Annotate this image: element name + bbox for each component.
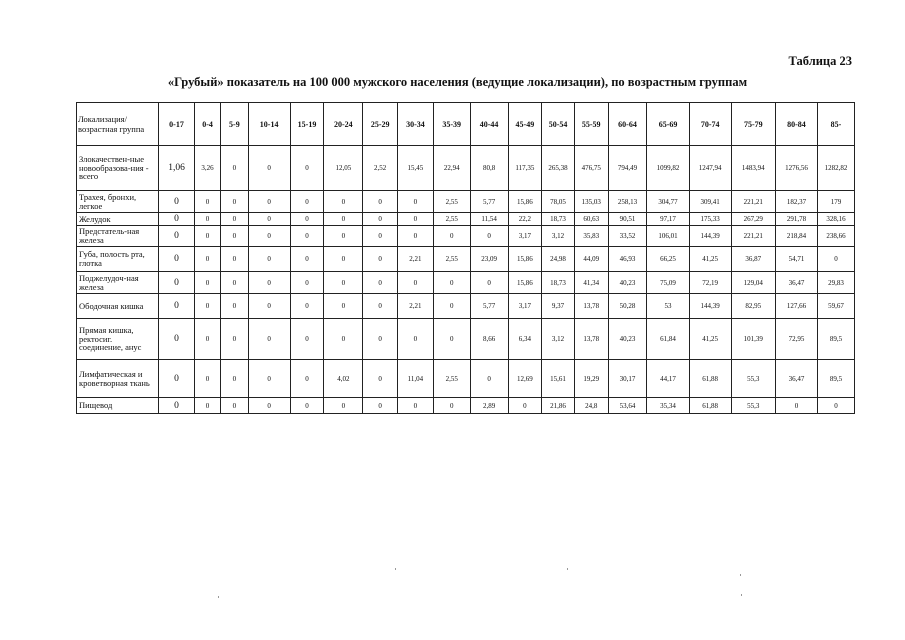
table-title: «Грубый» показатель на 100 000 мужского населения (ведущие локализации), по возрастным группам: [167, 75, 748, 89]
location-name: Губа, полость рта, глотка: [77, 247, 159, 272]
rate-cell: 13,78: [574, 319, 608, 360]
rate-cell: 117,35: [508, 146, 542, 191]
rate-cell: 144,39: [689, 294, 731, 319]
rate-cell: 3,26: [194, 146, 220, 191]
rate-cell: 0: [324, 319, 363, 360]
rate-cell: 0: [363, 191, 398, 213]
rate-cell: 97,17: [647, 213, 689, 226]
rate-cell: 0: [324, 398, 363, 414]
rate-cell: 0: [290, 247, 324, 272]
rate-cell: 35,83: [574, 226, 608, 247]
rate-cell: 0: [194, 360, 220, 398]
rate-cell: 89,5: [818, 360, 855, 398]
rate-cell: 0: [221, 146, 248, 191]
rate-cell: 0: [398, 398, 434, 414]
rate-cell: 135,03: [574, 191, 608, 213]
age-group-header: 0-17: [159, 103, 195, 146]
location-name: Поджелудоч-ная железа: [77, 272, 159, 294]
table-row: [77, 398, 855, 414]
rate-cell: 0: [398, 213, 434, 226]
rate-cell: 19,29: [574, 360, 608, 398]
rate-cell: 1,06: [159, 146, 195, 191]
location-name: Желудок: [77, 213, 159, 226]
rate-cell: 15,86: [508, 191, 542, 213]
age-group-header: 70-74: [689, 103, 731, 146]
rate-cell: 40,23: [608, 319, 647, 360]
rate-cell: 50,28: [608, 294, 647, 319]
rate-cell: 22,2: [508, 213, 542, 226]
rate-cell: 0: [248, 398, 290, 414]
rate-cell: 0: [363, 319, 398, 360]
rate-cell: 0: [398, 272, 434, 294]
rate-cell: 0: [159, 247, 195, 272]
rate-cell: 15,86: [508, 272, 542, 294]
age-group-header: 30-34: [398, 103, 434, 146]
rate-cell: 0: [248, 213, 290, 226]
rate-cell: 18,73: [542, 213, 575, 226]
rate-cell: 0: [159, 319, 195, 360]
rate-cell: 221,21: [731, 191, 775, 213]
rate-cell: 221,21: [731, 226, 775, 247]
rate-cell: 794,49: [608, 146, 647, 191]
header-row: [77, 103, 855, 146]
rate-cell: 0: [248, 360, 290, 398]
rate-cell: 0: [433, 272, 470, 294]
rate-cell: 0: [470, 272, 508, 294]
rate-cell: 129,04: [731, 272, 775, 294]
rate-cell: 0: [363, 213, 398, 226]
rate-cell: 0: [324, 247, 363, 272]
rate-cell: 36,47: [775, 272, 817, 294]
rate-cell: 2,55: [433, 191, 470, 213]
rate-cell: 309,41: [689, 191, 731, 213]
rate-cell: 2,21: [398, 247, 434, 272]
rate-cell: 0: [194, 191, 220, 213]
location-name: Пищевод: [77, 398, 159, 414]
rate-cell: 0: [221, 294, 248, 319]
rate-cell: 0: [221, 213, 248, 226]
rate-cell: 0: [159, 398, 195, 414]
rate-cell: 0: [290, 272, 324, 294]
rate-cell: 1099,82: [647, 146, 689, 191]
rate-cell: 60,63: [574, 213, 608, 226]
data-table: [76, 102, 855, 414]
rate-cell: 89,5: [818, 319, 855, 360]
rate-cell: 6,34: [508, 319, 542, 360]
rate-cell: 61,84: [647, 319, 689, 360]
rate-cell: 182,37: [775, 191, 817, 213]
age-group-header: 85-: [818, 103, 855, 146]
rate-cell: 66,25: [647, 247, 689, 272]
rate-cell: 55,3: [731, 398, 775, 414]
table-row: [77, 213, 855, 226]
rate-cell: 0: [248, 319, 290, 360]
age-group-header: 20-24: [324, 103, 363, 146]
rate-cell: 0: [248, 272, 290, 294]
rate-cell: 0: [433, 398, 470, 414]
rate-cell: 218,84: [775, 226, 817, 247]
rate-cell: 44,09: [574, 247, 608, 272]
rate-cell: 35,34: [647, 398, 689, 414]
rate-cell: 238,66: [818, 226, 855, 247]
rate-cell: 0: [248, 226, 290, 247]
rate-cell: 9,37: [542, 294, 575, 319]
table-row: [77, 319, 855, 360]
rate-cell: 2,55: [433, 213, 470, 226]
rate-cell: 4,02: [324, 360, 363, 398]
rate-cell: 5,77: [470, 191, 508, 213]
rate-cell: 29,83: [818, 272, 855, 294]
scan-speck: [567, 568, 568, 570]
scan-speck: [740, 574, 741, 576]
table-row: [77, 247, 855, 272]
rate-cell: 0: [221, 398, 248, 414]
rate-cell: 0: [159, 213, 195, 226]
rate-cell: 2,21: [398, 294, 434, 319]
rate-cell: 0: [248, 294, 290, 319]
rate-cell: 0: [248, 146, 290, 191]
rate-cell: 0: [290, 398, 324, 414]
rate-cell: 59,67: [818, 294, 855, 319]
rate-cell: 23,09: [470, 247, 508, 272]
rate-cell: 15,86: [508, 247, 542, 272]
table-row: [77, 191, 855, 213]
rate-cell: 78,05: [542, 191, 575, 213]
rate-cell: 0: [221, 191, 248, 213]
rate-cell: 0: [470, 360, 508, 398]
rate-cell: 0: [290, 319, 324, 360]
rate-cell: 0: [194, 319, 220, 360]
rate-cell: 3,12: [542, 319, 575, 360]
rate-cell: 0: [159, 226, 195, 247]
age-group-header: 35-39: [433, 103, 470, 146]
rate-cell: 61,88: [689, 360, 731, 398]
table-row: [77, 146, 855, 191]
rate-cell: 144,39: [689, 226, 731, 247]
rate-cell: 3,17: [508, 226, 542, 247]
location-name: Злокачествен-ные новообразова-ния - всего: [77, 146, 159, 191]
rate-cell: 5,77: [470, 294, 508, 319]
rate-cell: 46,93: [608, 247, 647, 272]
rate-cell: 53,64: [608, 398, 647, 414]
location-header: Локализация/ возрастная группа: [77, 103, 159, 146]
location-name: Лимфатическая и кроветворная ткань: [77, 360, 159, 398]
rate-cell: 24,8: [574, 398, 608, 414]
rate-cell: 0: [248, 191, 290, 213]
rate-cell: 0: [363, 272, 398, 294]
age-group-header: 80-84: [775, 103, 817, 146]
rate-cell: 33,52: [608, 226, 647, 247]
rate-cell: 2,52: [363, 146, 398, 191]
rate-cell: 30,17: [608, 360, 647, 398]
rate-cell: 476,75: [574, 146, 608, 191]
rate-cell: 41,25: [689, 247, 731, 272]
rate-cell: 53: [647, 294, 689, 319]
rate-cell: 12,05: [324, 146, 363, 191]
rate-cell: 72,19: [689, 272, 731, 294]
rate-cell: 13,78: [574, 294, 608, 319]
age-group-header: 75-79: [731, 103, 775, 146]
rate-cell: 0: [248, 247, 290, 272]
rate-cell: 0: [290, 226, 324, 247]
rate-cell: 0: [290, 213, 324, 226]
rate-cell: 258,13: [608, 191, 647, 213]
rate-cell: 265,38: [542, 146, 575, 191]
rate-cell: 0: [398, 191, 434, 213]
rate-cell: 0: [433, 294, 470, 319]
rate-cell: 0: [324, 191, 363, 213]
rate-cell: 0: [324, 272, 363, 294]
rate-cell: 0: [363, 226, 398, 247]
rate-cell: 106,01: [647, 226, 689, 247]
rate-cell: 55,3: [731, 360, 775, 398]
rate-cell: 0: [194, 213, 220, 226]
rate-cell: 0: [324, 294, 363, 319]
rate-cell: 0: [818, 247, 855, 272]
rate-cell: 1247,94: [689, 146, 731, 191]
location-name: Ободочная кишка: [77, 294, 159, 319]
age-group-header: 5-9: [221, 103, 248, 146]
rate-cell: 40,23: [608, 272, 647, 294]
rate-cell: 1282,82: [818, 146, 855, 191]
rate-cell: 0: [363, 398, 398, 414]
rate-cell: 15,61: [542, 360, 575, 398]
rate-cell: 0: [221, 226, 248, 247]
age-group-header: 25-29: [363, 103, 398, 146]
rate-cell: 41,25: [689, 319, 731, 360]
rate-cell: 175,33: [689, 213, 731, 226]
rate-cell: 0: [194, 226, 220, 247]
rate-cell: 0: [324, 226, 363, 247]
rate-cell: 11,54: [470, 213, 508, 226]
rate-cell: 0: [159, 191, 195, 213]
rate-cell: 3,12: [542, 226, 575, 247]
table-row: [77, 226, 855, 247]
rate-cell: 3,17: [508, 294, 542, 319]
location-name: Предстатель-ная железа: [77, 226, 159, 247]
rate-cell: 101,39: [731, 319, 775, 360]
rate-cell: 0: [363, 360, 398, 398]
rate-cell: 11,04: [398, 360, 434, 398]
age-group-header: 55-59: [574, 103, 608, 146]
rate-cell: 0: [194, 398, 220, 414]
scan-speck: [395, 568, 396, 570]
rate-cell: 0: [221, 319, 248, 360]
age-group-header: 50-54: [542, 103, 575, 146]
rate-cell: 44,17: [647, 360, 689, 398]
rate-cell: 0: [818, 398, 855, 414]
table-number-label: Таблица 23: [788, 54, 852, 68]
rate-cell: 0: [433, 319, 470, 360]
rate-cell: 0: [194, 247, 220, 272]
rate-cell: 72,95: [775, 319, 817, 360]
age-group-header: 45-49: [508, 103, 542, 146]
rate-cell: 18,73: [542, 272, 575, 294]
rate-cell: 21,86: [542, 398, 575, 414]
rate-cell: 267,29: [731, 213, 775, 226]
rate-cell: 2,55: [433, 247, 470, 272]
table-row: [77, 272, 855, 294]
rate-cell: 0: [290, 191, 324, 213]
age-group-header: 40-44: [470, 103, 508, 146]
rate-cell: 36,47: [775, 360, 817, 398]
rate-cell: 75,09: [647, 272, 689, 294]
scan-speck: [741, 594, 742, 596]
rate-cell: 0: [221, 247, 248, 272]
rate-cell: 82,95: [731, 294, 775, 319]
rate-cell: 1276,56: [775, 146, 817, 191]
rate-cell: 0: [194, 294, 220, 319]
rate-cell: 0: [194, 272, 220, 294]
rate-cell: 0: [470, 226, 508, 247]
rate-cell: 61,88: [689, 398, 731, 414]
rate-cell: 0: [363, 294, 398, 319]
location-name: Трахея, бронхи, легкое: [77, 191, 159, 213]
rate-cell: 0: [159, 294, 195, 319]
rate-cell: 41,34: [574, 272, 608, 294]
rate-cell: 2,89: [470, 398, 508, 414]
age-group-header: 65-69: [647, 103, 689, 146]
rate-cell: 0: [159, 360, 195, 398]
rate-cell: 127,66: [775, 294, 817, 319]
rate-cell: 304,77: [647, 191, 689, 213]
rate-cell: 80,8: [470, 146, 508, 191]
rate-cell: 8,66: [470, 319, 508, 360]
rate-cell: 0: [433, 226, 470, 247]
age-group-header: 0-4: [194, 103, 220, 146]
rate-cell: 12,69: [508, 360, 542, 398]
rate-cell: 0: [290, 294, 324, 319]
rate-cell: 15,45: [398, 146, 434, 191]
rate-cell: 328,16: [818, 213, 855, 226]
rate-cell: 0: [508, 398, 542, 414]
table-body: [77, 146, 855, 414]
rate-cell: 179: [818, 191, 855, 213]
rate-cell: 0: [290, 360, 324, 398]
location-name: Прямая кишка, ректосиг. соединение, анус: [77, 319, 159, 360]
rate-cell: 36,87: [731, 247, 775, 272]
age-group-header: 10-14: [248, 103, 290, 146]
rate-cell: 0: [221, 272, 248, 294]
rate-cell: 0: [398, 226, 434, 247]
rate-cell: 0: [159, 272, 195, 294]
age-group-header: 15-19: [290, 103, 324, 146]
scan-speck: [218, 596, 219, 598]
rate-cell: 0: [398, 319, 434, 360]
rate-cell: 0: [775, 398, 817, 414]
table-row: [77, 294, 855, 319]
rate-cell: 0: [290, 146, 324, 191]
rate-cell: 2,55: [433, 360, 470, 398]
rate-cell: 0: [221, 360, 248, 398]
rate-cell: 291,78: [775, 213, 817, 226]
rate-cell: 0: [363, 247, 398, 272]
table-row: [77, 360, 855, 398]
rate-cell: 22,94: [433, 146, 470, 191]
rate-cell: 0: [324, 213, 363, 226]
age-group-header: 60-64: [608, 103, 647, 146]
rate-cell: 1483,94: [731, 146, 775, 191]
rate-cell: 90,51: [608, 213, 647, 226]
rate-cell: 54,71: [775, 247, 817, 272]
rate-cell: 24,98: [542, 247, 575, 272]
